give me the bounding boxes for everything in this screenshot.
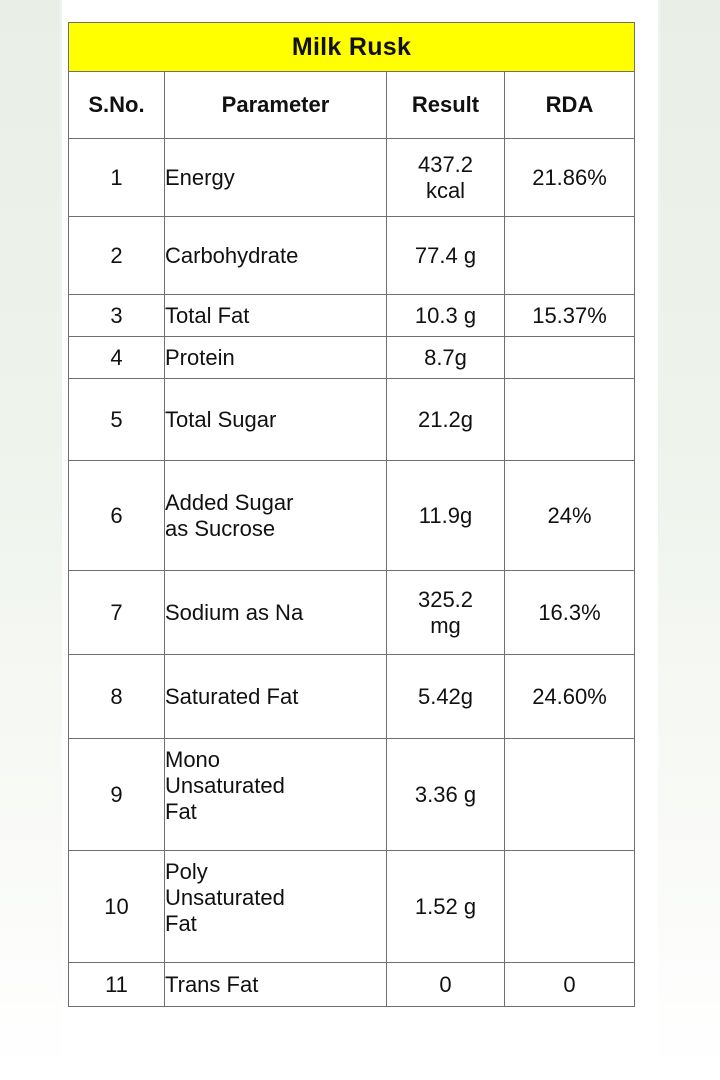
row-sno: 4 [69, 337, 165, 379]
row-result: 11.9g [387, 461, 505, 571]
column-header-rda: RDA [505, 72, 635, 139]
row-rda [505, 337, 635, 379]
table-row [69, 337, 635, 379]
row-sno: 3 [69, 295, 165, 337]
row-rda [505, 739, 635, 851]
row-result: 3.36 g [387, 739, 505, 851]
row-parameter: Mono Unsaturated Fat [165, 739, 387, 851]
row-result: 77.4 g [387, 217, 505, 295]
row-parameter: Energy [165, 139, 387, 217]
row-sno: 8 [69, 655, 165, 739]
row-sno: 7 [69, 571, 165, 655]
row-result: 325.2 mg [387, 571, 505, 655]
table-row [69, 963, 635, 1007]
column-header-result: Result [387, 72, 505, 139]
row-sno: 11 [69, 963, 165, 1007]
row-rda: 15.37% [505, 295, 635, 337]
row-parameter: Total Fat [165, 295, 387, 337]
left-background-band [0, 0, 60, 1080]
row-parameter: Poly Unsaturated Fat [165, 851, 387, 963]
row-sno: 9 [69, 739, 165, 851]
row-result: 8.7g [387, 337, 505, 379]
row-rda: 16.3% [505, 571, 635, 655]
column-header-sno: S.No. [69, 72, 165, 139]
column-header-parameter: Parameter [165, 72, 387, 139]
row-rda: 24% [505, 461, 635, 571]
row-result: 5.42g [387, 655, 505, 739]
row-rda: 0 [505, 963, 635, 1007]
row-parameter: Saturated Fat [165, 655, 387, 739]
row-sno: 1 [69, 139, 165, 217]
row-parameter: Sodium as Na [165, 571, 387, 655]
table-row [69, 139, 635, 217]
page-title: Milk Rusk [69, 23, 635, 72]
table-row [69, 739, 635, 851]
row-sno: 2 [69, 217, 165, 295]
row-sno: 10 [69, 851, 165, 963]
table-row [69, 461, 635, 571]
table-row [69, 571, 635, 655]
nutrition-table [68, 22, 635, 1007]
row-result: 10.3 g [387, 295, 505, 337]
nutrition-table-wrapper [68, 22, 634, 1007]
table-row [69, 217, 635, 295]
row-result: 0 [387, 963, 505, 1007]
row-rda [505, 379, 635, 461]
right-background-band [660, 0, 720, 1080]
table-row [69, 851, 635, 963]
row-parameter: Carbohydrate [165, 217, 387, 295]
row-result: 21.2g [387, 379, 505, 461]
row-rda [505, 217, 635, 295]
row-result: 1.52 g [387, 851, 505, 963]
row-parameter: Added Sugar as Sucrose [165, 461, 387, 571]
row-rda: 21.86% [505, 139, 635, 217]
table-row [69, 379, 635, 461]
row-rda: 24.60% [505, 655, 635, 739]
row-sno: 5 [69, 379, 165, 461]
table-row [69, 295, 635, 337]
row-sno: 6 [69, 461, 165, 571]
row-parameter: Protein [165, 337, 387, 379]
row-rda [505, 851, 635, 963]
table-title-row [69, 23, 635, 72]
table-header-row [69, 72, 635, 139]
row-parameter: Total Sugar [165, 379, 387, 461]
table-row [69, 655, 635, 739]
row-result: 437.2 kcal [387, 139, 505, 217]
row-parameter: Trans Fat [165, 963, 387, 1007]
